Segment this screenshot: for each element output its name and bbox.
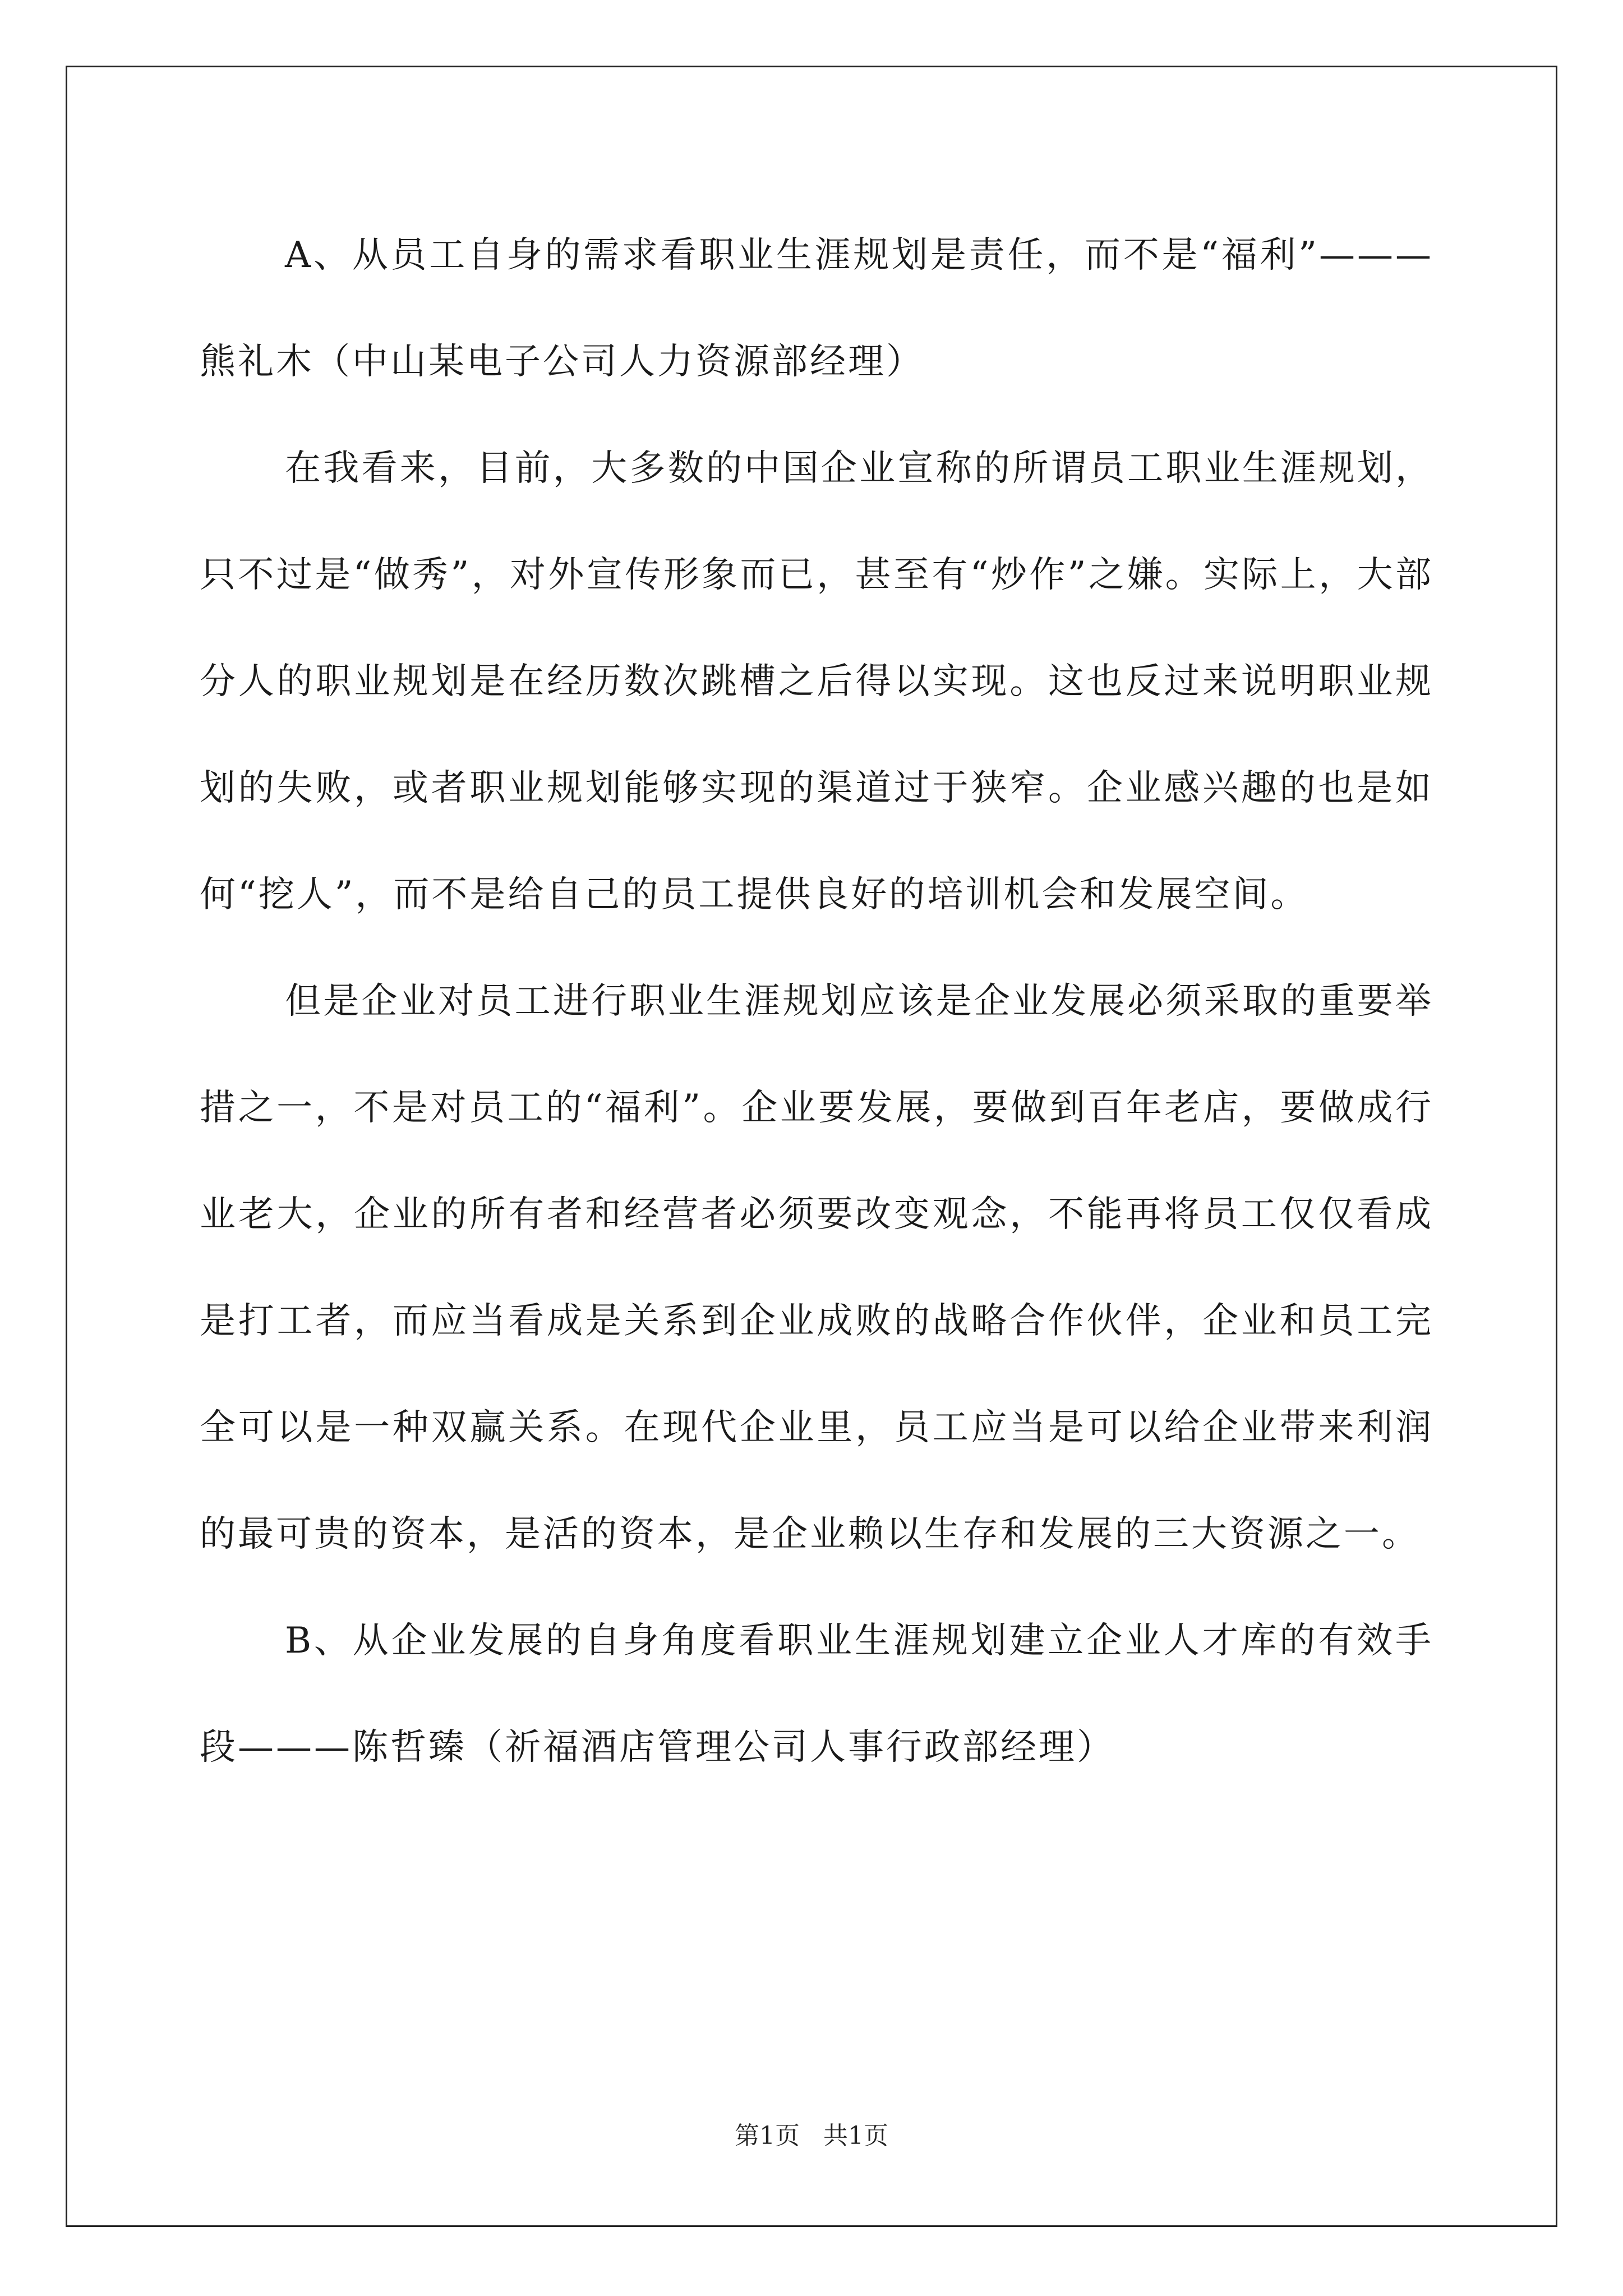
paragraph-b-heading: B、从企业发展的自身角度看职业生涯规划建立企业人才库的有效手段———陈哲臻（祈福酒店管理公司人事行政部经理） [200, 1620, 1433, 1768]
page-total: 共1页 [823, 2122, 888, 2150]
paragraph-body-1: 在我看来，目前，大多数的中国企业宣称的所谓员工职业生涯规划，只不过是“做秀”，对外宣传形象而已，甚至有“炒作”之嫌。实际上，大部分人的职业规划是在经历数次跳槽之后得以实现。这也反过来说明职业规划的失败，或者职业规划能够实现的渠道过于狭窄。企业感兴趣的也是如何“挖人”，而不是给自己的员工提供良好的培训机会和发展空间。 [200, 448, 1433, 915]
page-number: 第1页 [735, 2122, 800, 2150]
paragraph-body-2: 但是企业对员工进行职业生涯规划应该是企业发展必须采取的重要举措之一，不是对员工的“福利”。企业要发展，要做到百年老店，要做成行业老大，企业的所有者和经营者必须要改变观念，不能再将员工仅仅看成是打工者，而应当看成是关系到企业成败的战略合作伙伴，企业和员工完全可以是一种双赢关系。在现代企业里，员工应当是可以给企业带来利润的最可贵的资本，是活的资本，是企业赖以生存和发展的三大资源之一。 [200, 981, 1433, 1555]
page-footer [0, 2119, 1623, 2153]
document-body [200, 202, 1433, 1801]
paragraph-a-heading: A、从员工自身的需求看职业生涯规划是责任，而不是“福利”———熊礼木（中山某电子公司人力资源部经理） [200, 234, 1433, 383]
